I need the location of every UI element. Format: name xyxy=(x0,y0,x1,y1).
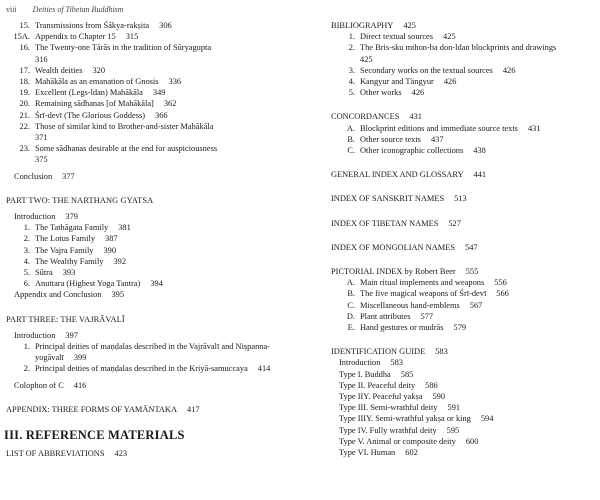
running-title: Deities of Tibetan Buddhism xyxy=(32,5,124,14)
toc-entry[interactable]: 17. Wealth deities 320 xyxy=(19,65,106,75)
toc-entry[interactable]: Type IIIY. Semi-wrathful yakṣa or king 594 xyxy=(339,414,494,424)
toc-entry[interactable]: C. Other iconographic collections 438 xyxy=(347,146,486,156)
toc-left-column xyxy=(6,20,296,459)
toc-entry[interactable]: Type II. Peaceful deity 586 xyxy=(339,380,438,390)
toc-entry-intro[interactable]: Introduction 397 xyxy=(14,330,78,340)
part-three-heading: PART THREE: THE VAJRĀVALĪ xyxy=(6,314,125,324)
toc-entry[interactable]: 16. The Twenty-one Tārās in the tradition of Sūryagupta 316 xyxy=(19,43,212,64)
toc-entry-colophon[interactable]: Colophon of C 416 xyxy=(14,380,87,390)
toc-entry[interactable]: Type III. Semi-wrathful deity 591 xyxy=(339,403,461,413)
toc-entry-conclusion[interactable]: Conclusion 377 xyxy=(14,171,75,181)
mongolian-index-entry[interactable]: INDEX OF MONGOLIAN NAMES 547 xyxy=(331,242,478,252)
toc-entry-appendix[interactable]: Appendix and Conclusion 395 xyxy=(14,290,125,300)
sanskrit-index-entry[interactable]: INDEX OF SANSKRIT NAMES 513 xyxy=(331,194,467,204)
toc-entry[interactable]: 4. Kangyur and Tängyur 426 xyxy=(348,77,457,87)
toc-entry[interactable]: 15A. Appendix to Chapter 15 315 xyxy=(13,32,139,42)
toc-entry[interactable]: 19. Excellent (Legs-ldan) Mahākāla 349 xyxy=(19,88,166,98)
toc-entry[interactable]: Type IIY. Peaceful yakṣa 590 xyxy=(339,392,446,402)
toc-entry[interactable]: 21. Śrī-devī (The Glorious Goddess) 366 xyxy=(19,110,168,120)
toc-entry[interactable]: 2. The Lotus Family 387 xyxy=(23,234,118,244)
toc-entry[interactable]: D. Plant attributes 577 xyxy=(346,311,434,321)
toc-entry-abbreviations[interactable]: LIST OF ABBREVIATIONS 423 xyxy=(6,449,128,459)
toc-entry[interactable]: 2. The Bris-sku mthon-ba don-ldan blockprints and drawings 425 xyxy=(348,43,557,64)
page-header xyxy=(6,5,124,14)
toc-entry[interactable]: Type I. Buddha 585 xyxy=(339,369,414,379)
toc-entry[interactable]: Type V. Animal or composite deity 600 xyxy=(339,436,479,446)
pictorial-index-heading[interactable]: PICTORIAL INDEX by Robert Beer 555 xyxy=(331,267,479,277)
tibetan-index-entry[interactable]: INDEX OF TIBETAN NAMES 527 xyxy=(331,218,461,228)
toc-entry[interactable]: 5. Sūtra 393 xyxy=(23,268,76,278)
toc-entry[interactable]: 2. Principal deities of maṇḍalas described in the Kriyā-samuccaya 414 xyxy=(23,364,271,374)
page-number: viii xyxy=(6,5,17,14)
toc-entry-intro[interactable]: Introduction 379 xyxy=(14,212,78,222)
toc-entry[interactable]: E. Hand gestures or mudrās 579 xyxy=(347,323,467,333)
toc-entry[interactable]: A. Blockprint editions and immediate source texts 431 xyxy=(346,123,541,133)
section-iii-heading: III. REFERENCE MATERIALS xyxy=(4,428,185,443)
toc-entry[interactable]: A. Main ritual implements and weapons 556 xyxy=(346,278,507,288)
toc-entry[interactable]: 3. Secondary works on the textual sources 426 xyxy=(348,65,516,75)
part-three-list xyxy=(6,341,296,375)
toc-entry[interactable]: 1. Principal deities of maṇḍalas described in the Vajrāvalī and Niṣpanna-yogāvalī 399 xyxy=(23,342,270,363)
toc-entry[interactable]: Introduction 583 xyxy=(339,358,403,368)
identification-guide-list xyxy=(331,357,595,458)
toc-entry[interactable]: Type IV. Fully wrathful deity 595 xyxy=(339,425,460,435)
toc-entry[interactable]: Type VI. Human 602 xyxy=(339,448,418,458)
toc-entry[interactable]: B. Other source texts 437 xyxy=(347,134,444,144)
toc-entry[interactable]: 1. Direct textual sources 425 xyxy=(348,32,456,42)
bibliography-heading[interactable]: BIBLIOGRAPHY 425 xyxy=(331,21,416,30)
concordances-list xyxy=(331,123,595,157)
toc-entry[interactable]: 4. The Wealthy Family 392 xyxy=(23,256,127,266)
toc-entry[interactable]: 3. The Vajra Family 390 xyxy=(23,245,117,255)
toc-entry[interactable]: 22. Those of similar kind to Brother-and-sister Mahākāla 371 xyxy=(19,121,214,143)
toc-entry[interactable]: 18. Mahākāla as an emanation of Gnosis 336 xyxy=(19,77,182,87)
concordances-heading[interactable]: CONCORDANCES 431 xyxy=(331,112,422,122)
identification-guide-heading[interactable]: IDENTIFICATION GUIDE 583 xyxy=(331,347,448,357)
bibliography-list xyxy=(331,31,595,98)
toc-entry[interactable]: 23. Some sādhanas desirable at the end for auspiciousness 375 xyxy=(19,144,218,165)
toc-entry-appendix-yamantaka[interactable]: APPENDIX: THREE FORMS OF YAMĀNTAKA 417 xyxy=(6,404,200,414)
toc-entry[interactable]: C. Miscellaneous hand-emblems 567 xyxy=(347,300,483,310)
toc-entry[interactable]: 6. Anuttara (Highest Yoga Tantra) 394 xyxy=(23,279,163,289)
toc-entry[interactable]: B. The five magical weapons of Śrī-devī 566 xyxy=(347,289,509,299)
toc-entry[interactable]: 15. Transmissions from Śākya-rakṣita 306 xyxy=(19,21,172,30)
part-two-heading: PART TWO: THE NARTHANG GYATSA xyxy=(6,195,154,205)
general-index-entry[interactable]: GENERAL INDEX AND GLOSSARY 441 xyxy=(331,170,487,180)
toc-list-part-one-end xyxy=(6,20,296,166)
pictorial-index-list xyxy=(331,277,595,333)
part-two-list xyxy=(6,222,296,289)
toc-entry[interactable]: 20. Remaining sādhanas [of Mahākāla] 362 xyxy=(19,99,177,109)
toc-right-column xyxy=(331,20,595,458)
toc-entry[interactable]: 5. Other works 426 xyxy=(348,88,425,98)
toc-entry[interactable]: 1. The Tathāgata Family 381 xyxy=(23,223,131,233)
